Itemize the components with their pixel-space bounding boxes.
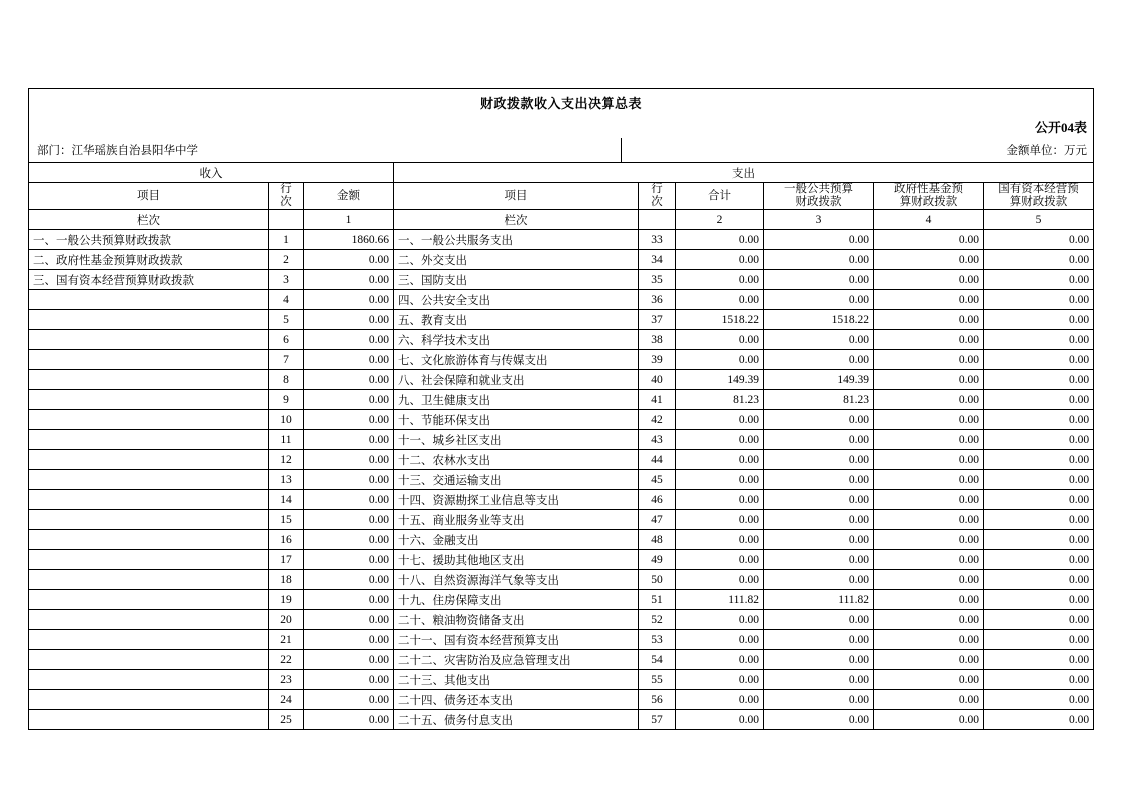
expense-rowno: 36 [639, 290, 676, 310]
income-amount: 0.00 [304, 650, 394, 670]
expense-capital: 0.00 [984, 710, 1094, 730]
expense-fund: 0.00 [874, 370, 984, 390]
income-item [29, 310, 269, 330]
table-row [29, 590, 1094, 610]
income-rowno: 8 [269, 370, 304, 390]
income-amount: 0.00 [304, 510, 394, 530]
income-item [29, 470, 269, 490]
expense-fund: 0.00 [874, 430, 984, 450]
income-amount: 0.00 [304, 490, 394, 510]
expense-item: 十四、资源勘探工业信息等支出 [394, 490, 639, 510]
income-column-label: 栏次 [29, 210, 269, 230]
expense-fund: 0.00 [874, 650, 984, 670]
expense-capital: 0.00 [984, 550, 1094, 570]
table-row [29, 350, 1094, 370]
expense-total: 81.23 [676, 390, 764, 410]
expense-total: 0.00 [676, 710, 764, 730]
department-label: 部门：江华瑶族自治县阳华中学 [37, 145, 198, 157]
expense-capital: 0.00 [984, 310, 1094, 330]
expense-item: 五、教育支出 [394, 310, 639, 330]
header-expense-total: 合计 [676, 183, 764, 210]
expense-capital: 0.00 [984, 330, 1094, 350]
public-label-row [28, 115, 1094, 138]
expense-capital: 0.00 [984, 230, 1094, 250]
income-rowno: 22 [269, 650, 304, 670]
expense-capital: 0.00 [984, 390, 1094, 410]
expense-fund: 0.00 [874, 230, 984, 250]
budget-table [28, 162, 1094, 730]
income-item [29, 690, 269, 710]
table-row [29, 530, 1094, 550]
expense-fund: 0.00 [874, 690, 984, 710]
income-item: 一、一般公共预算财政拨款 [29, 230, 269, 250]
income-item [29, 650, 269, 670]
table-row [29, 510, 1094, 530]
expense-item: 十九、住房保障支出 [394, 590, 639, 610]
expense-total: 0.00 [676, 690, 764, 710]
expense-general: 1518.22 [764, 310, 874, 330]
expense-rowno: 48 [639, 530, 676, 550]
table-row [29, 610, 1094, 630]
expense-fund: 0.00 [874, 490, 984, 510]
expense-total: 0.00 [676, 290, 764, 310]
income-item [29, 630, 269, 650]
expense-capital: 0.00 [984, 650, 1094, 670]
expense-item: 六、科学技术支出 [394, 330, 639, 350]
expense-capital: 0.00 [984, 250, 1094, 270]
title-bar [28, 88, 1094, 115]
header-expense-rowno [639, 183, 676, 210]
expense-item: 七、文化旅游体育与传媒支出 [394, 350, 639, 370]
table-row [29, 470, 1094, 490]
table-row [29, 570, 1094, 590]
expense-item: 十一、城乡社区支出 [394, 430, 639, 450]
expense-item: 十二、农林水支出 [394, 450, 639, 470]
report-page [28, 88, 1094, 730]
income-item [29, 510, 269, 530]
expense-fund: 0.00 [874, 510, 984, 530]
expense-fund: 0.00 [874, 470, 984, 490]
expense-rowno: 42 [639, 410, 676, 430]
income-rowno: 17 [269, 550, 304, 570]
expense-general: 0.00 [764, 250, 874, 270]
expense-general: 0.00 [764, 550, 874, 570]
income-rowno: 18 [269, 570, 304, 590]
expense-general: 0.00 [764, 630, 874, 650]
expense-total: 0.00 [676, 450, 764, 470]
expense-general: 0.00 [764, 710, 874, 730]
table-body [29, 230, 1094, 730]
income-amount: 0.00 [304, 370, 394, 390]
expense-total: 0.00 [676, 350, 764, 370]
income-amount: 0.00 [304, 670, 394, 690]
expense-capital: 0.00 [984, 510, 1094, 530]
expense-general: 0.00 [764, 490, 874, 510]
header-expense-rowno-text: 行 次 [651, 183, 663, 209]
expense-general: 0.00 [764, 470, 874, 490]
income-amount: 0.00 [304, 410, 394, 430]
expense-fund: 0.00 [874, 390, 984, 410]
table-row [29, 410, 1094, 430]
expense-fund: 0.00 [874, 250, 984, 270]
expense-total: 0.00 [676, 570, 764, 590]
income-amount: 0.00 [304, 710, 394, 730]
amount-unit-label: 金额单位：万元 [1006, 145, 1087, 157]
expense-item: 二十五、债务付息支出 [394, 710, 639, 730]
expense-fund: 0.00 [874, 290, 984, 310]
expense-rowno: 57 [639, 710, 676, 730]
expense-item: 十五、商业服务业等支出 [394, 510, 639, 530]
expense-general: 0.00 [764, 530, 874, 550]
expense-column-5: 5 [984, 210, 1094, 230]
income-rowno: 9 [269, 390, 304, 410]
table-row [29, 430, 1094, 450]
expense-rowno: 37 [639, 310, 676, 330]
expense-fund: 0.00 [874, 350, 984, 370]
income-amount: 0.00 [304, 290, 394, 310]
income-amount: 0.00 [304, 590, 394, 610]
expense-capital: 0.00 [984, 670, 1094, 690]
table-row [29, 390, 1094, 410]
expense-fund: 0.00 [874, 570, 984, 590]
income-item [29, 350, 269, 370]
expense-rowno: 33 [639, 230, 676, 250]
expense-general: 149.39 [764, 370, 874, 390]
income-rowno: 20 [269, 610, 304, 630]
expense-total: 0.00 [676, 330, 764, 350]
expense-item: 二、外交支出 [394, 250, 639, 270]
expense-fund: 0.00 [874, 310, 984, 330]
expense-item: 九、卫生健康支出 [394, 390, 639, 410]
table-column-index-row [29, 210, 1094, 230]
expense-item: 十六、金融支出 [394, 530, 639, 550]
income-item [29, 570, 269, 590]
expense-rowno: 41 [639, 390, 676, 410]
income-item [29, 610, 269, 630]
expense-item: 四、公共安全支出 [394, 290, 639, 310]
expense-column-3: 3 [764, 210, 874, 230]
expense-fund: 0.00 [874, 610, 984, 630]
income-item [29, 330, 269, 350]
expense-total: 1518.22 [676, 310, 764, 330]
income-rowno: 21 [269, 630, 304, 650]
expense-item: 二十一、国有资本经营预算支出 [394, 630, 639, 650]
income-amount: 0.00 [304, 330, 394, 350]
income-item [29, 450, 269, 470]
expense-general: 0.00 [764, 290, 874, 310]
table-column-header-row [29, 183, 1094, 210]
department-row [28, 138, 1094, 162]
expense-total: 0.00 [676, 530, 764, 550]
income-column-blank [269, 210, 304, 230]
expense-rowno: 43 [639, 430, 676, 450]
expense-item: 八、社会保障和就业支出 [394, 370, 639, 390]
income-amount: 0.00 [304, 310, 394, 330]
expense-fund: 0.00 [874, 590, 984, 610]
public-label-spacer [29, 115, 622, 138]
expense-rowno: 39 [639, 350, 676, 370]
expense-total: 0.00 [676, 650, 764, 670]
income-item [29, 670, 269, 690]
expense-total: 0.00 [676, 670, 764, 690]
expense-general: 0.00 [764, 670, 874, 690]
table-row [29, 490, 1094, 510]
income-item [29, 430, 269, 450]
expense-capital: 0.00 [984, 450, 1094, 470]
expense-rowno: 34 [639, 250, 676, 270]
expense-total: 0.00 [676, 550, 764, 570]
expense-general: 0.00 [764, 510, 874, 530]
expense-fund: 0.00 [874, 710, 984, 730]
table-row [29, 230, 1094, 250]
income-amount: 0.00 [304, 530, 394, 550]
income-rowno: 2 [269, 250, 304, 270]
department-cell [29, 138, 622, 162]
income-rowno: 16 [269, 530, 304, 550]
expense-total: 0.00 [676, 270, 764, 290]
income-item [29, 550, 269, 570]
expense-general: 0.00 [764, 270, 874, 290]
expense-rowno: 56 [639, 690, 676, 710]
income-amount: 1860.66 [304, 230, 394, 250]
expense-total: 0.00 [676, 610, 764, 630]
table-row [29, 550, 1094, 570]
header-expense-gov-fund: 政府性基金预 算财政拨款 [874, 183, 984, 210]
expense-capital: 0.00 [984, 270, 1094, 290]
income-rowno: 24 [269, 690, 304, 710]
expense-total: 0.00 [676, 410, 764, 430]
income-group-header: 收入 [29, 163, 394, 183]
header-income-item: 项目 [29, 183, 269, 210]
income-rowno: 4 [269, 290, 304, 310]
expense-fund: 0.00 [874, 550, 984, 570]
income-rowno: 25 [269, 710, 304, 730]
expense-total: 0.00 [676, 250, 764, 270]
expense-rowno: 44 [639, 450, 676, 470]
expense-total: 0.00 [676, 430, 764, 450]
expense-general: 0.00 [764, 450, 874, 470]
expense-rowno: 55 [639, 670, 676, 690]
expense-general: 0.00 [764, 330, 874, 350]
expense-total: 111.82 [676, 590, 764, 610]
expense-fund: 0.00 [874, 450, 984, 470]
income-amount: 0.00 [304, 630, 394, 650]
expense-general: 81.23 [764, 390, 874, 410]
income-rowno: 12 [269, 450, 304, 470]
expense-rowno: 54 [639, 650, 676, 670]
expense-item: 二十二、灾害防治及应急管理支出 [394, 650, 639, 670]
expense-total: 149.39 [676, 370, 764, 390]
table-row [29, 270, 1094, 290]
income-rowno: 3 [269, 270, 304, 290]
expense-column-4: 4 [874, 210, 984, 230]
expense-item: 十八、自然资源海洋气象等支出 [394, 570, 639, 590]
income-item [29, 490, 269, 510]
expense-capital: 0.00 [984, 590, 1094, 610]
expense-capital: 0.00 [984, 410, 1094, 430]
table-row [29, 330, 1094, 350]
income-item [29, 370, 269, 390]
expense-rowno: 53 [639, 630, 676, 650]
expense-capital: 0.00 [984, 430, 1094, 450]
expense-total: 0.00 [676, 230, 764, 250]
table-row [29, 370, 1094, 390]
income-rowno: 23 [269, 670, 304, 690]
expense-fund: 0.00 [874, 270, 984, 290]
table-row [29, 290, 1094, 310]
expense-item: 二十四、债务还本支出 [394, 690, 639, 710]
expense-total: 0.00 [676, 510, 764, 530]
expense-item: 十七、援助其他地区支出 [394, 550, 639, 570]
table-row [29, 250, 1094, 270]
income-amount: 0.00 [304, 570, 394, 590]
income-rowno: 11 [269, 430, 304, 450]
table-row [29, 310, 1094, 330]
expense-fund: 0.00 [874, 670, 984, 690]
expense-capital: 0.00 [984, 570, 1094, 590]
table-row [29, 670, 1094, 690]
income-rowno: 5 [269, 310, 304, 330]
income-item: 二、政府性基金预算财政拨款 [29, 250, 269, 270]
income-item [29, 290, 269, 310]
table-group-header-row [29, 163, 1094, 183]
expense-rowno: 45 [639, 470, 676, 490]
income-item [29, 710, 269, 730]
income-amount: 0.00 [304, 390, 394, 410]
expense-general: 0.00 [764, 350, 874, 370]
expense-general: 111.82 [764, 590, 874, 610]
income-column-1: 1 [304, 210, 394, 230]
expense-capital: 0.00 [984, 470, 1094, 490]
table-row [29, 630, 1094, 650]
expense-rowno: 51 [639, 590, 676, 610]
income-rowno: 15 [269, 510, 304, 530]
expense-item: 三、国防支出 [394, 270, 639, 290]
expense-item: 十三、交通运输支出 [394, 470, 639, 490]
income-item [29, 590, 269, 610]
expense-group-header: 支出 [394, 163, 1094, 183]
income-rowno: 6 [269, 330, 304, 350]
expense-total: 0.00 [676, 470, 764, 490]
income-amount: 0.00 [304, 250, 394, 270]
expense-general: 0.00 [764, 230, 874, 250]
expense-fund: 0.00 [874, 330, 984, 350]
expense-general: 0.00 [764, 410, 874, 430]
income-rowno: 10 [269, 410, 304, 430]
expense-general: 0.00 [764, 610, 874, 630]
income-amount: 0.00 [304, 270, 394, 290]
header-income-rowno [269, 183, 304, 210]
expense-rowno: 46 [639, 490, 676, 510]
expense-fund: 0.00 [874, 530, 984, 550]
expense-capital: 0.00 [984, 490, 1094, 510]
expense-item: 十、节能环保支出 [394, 410, 639, 430]
income-amount: 0.00 [304, 350, 394, 370]
expense-capital: 0.00 [984, 370, 1094, 390]
expense-general: 0.00 [764, 690, 874, 710]
expense-rowno: 52 [639, 610, 676, 630]
expense-fund: 0.00 [874, 630, 984, 650]
income-item [29, 410, 269, 430]
header-income-rowno-text: 行 次 [280, 183, 292, 209]
income-item [29, 530, 269, 550]
expense-rowno: 38 [639, 330, 676, 350]
header-expense-general-public: 一般公共预算 财政拨款 [764, 183, 874, 210]
table-row [29, 690, 1094, 710]
page-title: 财政拨款收入支出决算总表 [479, 95, 642, 111]
header-expense-item: 项目 [394, 183, 639, 210]
table-row [29, 650, 1094, 670]
expense-item: 二十、粮油物资储备支出 [394, 610, 639, 630]
expense-rowno: 47 [639, 510, 676, 530]
expense-total: 0.00 [676, 490, 764, 510]
income-amount: 0.00 [304, 610, 394, 630]
expense-rowno: 50 [639, 570, 676, 590]
expense-column-2: 2 [676, 210, 764, 230]
income-rowno: 19 [269, 590, 304, 610]
expense-total: 0.00 [676, 630, 764, 650]
expense-rowno: 35 [639, 270, 676, 290]
amount-unit-cell [622, 138, 1093, 162]
expense-capital: 0.00 [984, 290, 1094, 310]
income-item: 三、国有资本经营预算财政拨款 [29, 270, 269, 290]
income-amount: 0.00 [304, 470, 394, 490]
income-rowno: 1 [269, 230, 304, 250]
expense-general: 0.00 [764, 430, 874, 450]
expense-column-label: 栏次 [394, 210, 639, 230]
expense-item: 一、一般公共服务支出 [394, 230, 639, 250]
expense-capital: 0.00 [984, 530, 1094, 550]
table-row [29, 710, 1094, 730]
expense-item: 二十三、其他支出 [394, 670, 639, 690]
expense-fund: 0.00 [874, 410, 984, 430]
income-rowno: 13 [269, 470, 304, 490]
expense-general: 0.00 [764, 650, 874, 670]
income-amount: 0.00 [304, 690, 394, 710]
income-amount: 0.00 [304, 550, 394, 570]
header-expense-state-capital: 国有资本经营预 算财政拨款 [984, 183, 1094, 210]
header-income-amount: 金额 [304, 183, 394, 210]
income-item [29, 390, 269, 410]
expense-capital: 0.00 [984, 630, 1094, 650]
expense-capital: 0.00 [984, 350, 1094, 370]
expense-general: 0.00 [764, 570, 874, 590]
income-rowno: 14 [269, 490, 304, 510]
expense-capital: 0.00 [984, 610, 1094, 630]
expense-rowno: 40 [639, 370, 676, 390]
public-label: 公开04表 [1034, 120, 1087, 135]
income-rowno: 7 [269, 350, 304, 370]
expense-capital: 0.00 [984, 690, 1094, 710]
income-amount: 0.00 [304, 450, 394, 470]
expense-rowno: 49 [639, 550, 676, 570]
table-row [29, 450, 1094, 470]
income-amount: 0.00 [304, 430, 394, 450]
public-label-cell [622, 115, 1093, 138]
expense-column-blank [639, 210, 676, 230]
